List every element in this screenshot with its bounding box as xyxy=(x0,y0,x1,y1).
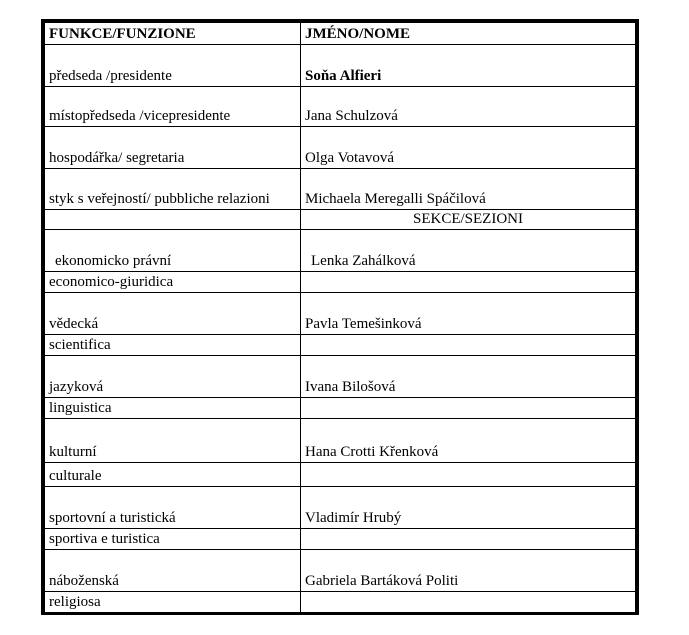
role-cell: hospodářka/ segretaria xyxy=(45,127,301,169)
section-role-it: sportiva e turistica xyxy=(45,529,301,550)
section-role-cz: jazyková xyxy=(45,356,301,398)
section-role-it: religiosa xyxy=(45,592,301,613)
empty-cell xyxy=(301,592,636,613)
empty-cell xyxy=(301,272,636,293)
section-role-cz: sportovní a turistická xyxy=(45,487,301,529)
table-row xyxy=(45,487,636,529)
table-row xyxy=(45,592,636,613)
empty-cell xyxy=(301,335,636,356)
table-row xyxy=(45,293,636,335)
table-header-row xyxy=(45,23,636,45)
role-cell: místopředseda /vicepresidente xyxy=(45,87,301,127)
name-cell: Soňa Alfieri xyxy=(301,45,636,87)
table-row xyxy=(45,87,636,127)
table-row xyxy=(45,529,636,550)
section-name: Gabriela Bartáková Politi xyxy=(301,550,636,592)
section-role-cz: kulturní xyxy=(45,419,301,463)
section-role-cz: náboženská xyxy=(45,550,301,592)
section-name: Pavla Temešinková xyxy=(301,293,636,335)
empty-cell xyxy=(301,463,636,487)
committee-table xyxy=(44,22,636,613)
sections-title: SEKCE/SEZIONI xyxy=(301,210,636,230)
table-row xyxy=(45,45,636,87)
name-cell: Olga Votavová xyxy=(301,127,636,169)
section-name: Hana Crotti Křenková xyxy=(301,419,636,463)
role-cell: předseda /presidente xyxy=(45,45,301,87)
section-role-it: linguistica xyxy=(45,398,301,419)
section-role-cz: ekonomicko právní xyxy=(45,230,301,272)
sections-title-blank xyxy=(45,210,301,230)
empty-cell xyxy=(301,398,636,419)
section-name: Ivana Bilošová xyxy=(301,356,636,398)
sections-title-row xyxy=(45,210,636,230)
section-name: Vladimír Hrubý xyxy=(301,487,636,529)
section-role-it: scientifica xyxy=(45,335,301,356)
header-function: FUNKCE/FUNZIONE xyxy=(45,23,301,45)
committee-table-frame xyxy=(41,19,639,615)
table-row xyxy=(45,398,636,419)
table-row xyxy=(45,419,636,463)
table-row xyxy=(45,356,636,398)
table-row xyxy=(45,335,636,356)
role-cell: styk s veřejností/ pubbliche relazioni xyxy=(45,169,301,210)
name-cell: Michaela Meregalli Spáčilová xyxy=(301,169,636,210)
table-row xyxy=(45,272,636,293)
section-role-it: culturale xyxy=(45,463,301,487)
header-name: JMÉNO/NOME xyxy=(301,23,636,45)
table-row xyxy=(45,127,636,169)
section-role-it: economico-giuridica xyxy=(45,272,301,293)
name-cell: Jana Schulzová xyxy=(301,87,636,127)
section-role-cz: vědecká xyxy=(45,293,301,335)
table-row xyxy=(45,169,636,210)
table-row xyxy=(45,550,636,592)
table-row xyxy=(45,463,636,487)
empty-cell xyxy=(301,529,636,550)
section-name: Lenka Zahálková xyxy=(301,230,636,272)
table-row xyxy=(45,230,636,272)
